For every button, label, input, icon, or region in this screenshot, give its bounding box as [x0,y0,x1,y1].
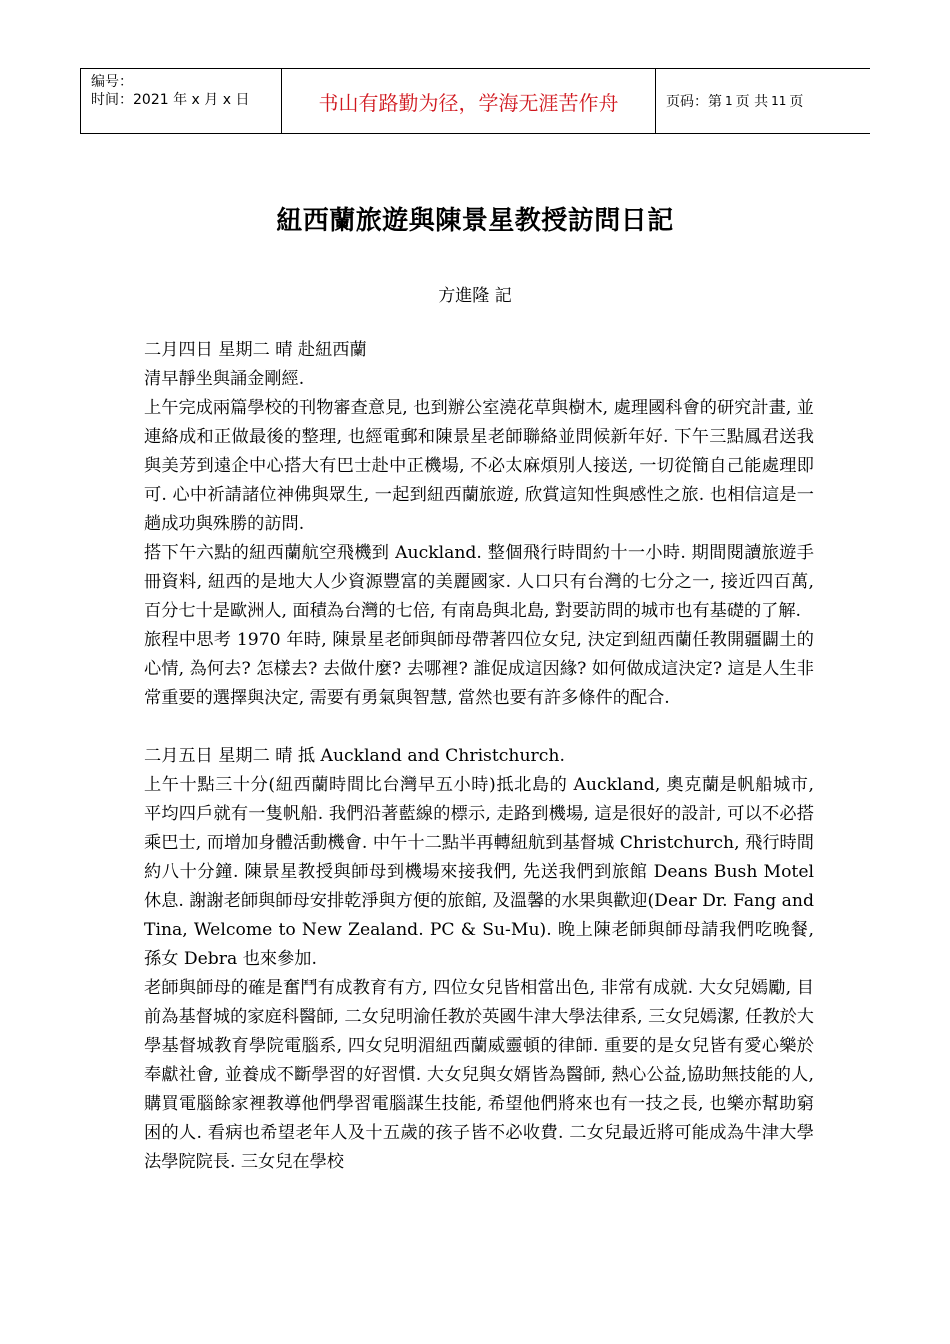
page-mid: 页 共 [735,94,769,110]
document-number-label: 编号： [91,74,133,90]
page-prefix: 页码：第 [666,94,722,110]
header-meta [81,69,282,133]
paragraph: 老師與師母的確是奮鬥有成教育有方, 四位女兒皆相當出色, 非常有成就. 大女兒嫣勵, 目前為基督城的家庭科醫師, 二女兒明渝任教於英國牛津大學法律系, 三女兒嫣潔, 任教於大學基督城教育學院電腦系, 四女兒明湄紐西蘭威靈頓的律師. 重要的是女兒皆有愛心樂於奉獻社會, 並養成不斷學習的好習慣. 大女兒與女婿皆為醫師, 熱心公益,協助無技能的人, 購買電腦餘家裡教導他們學習電腦謀生技能, 希望他們將來也有一技之長, 也樂亦幫助窮困的人. 看病也希望老年人及十五歲的孩子皆不必收費. 二女兒最近將可能成為牛津大學法學院院長. 三女兒在學校 [144,978,814,1172]
page-indicator [656,69,870,133]
header-motto: 书山有路勤为径，学海无涯苦作舟 [282,69,656,133]
paragraph-gap [144,713,814,742]
document-date: 时间：2021 年 x 月 x 日 [91,92,250,108]
page-total: 11 [771,94,787,108]
paragraph: 清早靜坐與誦金剛經. [144,369,305,389]
entry-heading: 二月四日 星期二 晴 赴紐西蘭 [144,340,367,360]
page-suffix: 页 [789,94,804,110]
diary-body [144,336,814,1177]
paragraph: 上午十點三十分(紐西蘭時間比台灣早五小時)抵北島的 Auckland, 奧克蘭是帆船城市, 平均四戶就有一隻帆船. 我們沿著藍線的標示, 走路到機場, 這是很好的設計, 可以不必搭乘巴士, 而增加身體活動機會. 中午十二點半再轉紐航到基督城 Christchurch, 飛行時間約八十分鐘. 陳景星教授與師母到機場來接我們, 先送我們到旅館 Deans Bush Motel 休息. 謝謝老師與師母安排乾淨與方便的旅館, 及溫馨的水果與歡迎(Dear Dr. Fang and Tina, Welcome to New Zealand. PC & Su-Mu). 晚上陳老師與師母請我們吃晚餐, 孫女 Debra 也來參加. [144,775,814,969]
page-header [80,68,870,134]
paragraph: 搭下午六點的紐西蘭航空飛機到 Auckland. 整個飛行時間約十一小時. 期間閱讀旅遊手冊資料, 紐西的是地大人少資源豐富的美麗國家. 人口只有台灣的七分之一, 接近四百萬, 百分七十是歐洲人, 面積為台灣的七倍, 有南島與北島, 對要訪問的城市也有基礎的了解. [144,543,814,621]
page-current: 1 [725,94,733,108]
paragraph: 上午完成兩篇學校的刊物審查意見, 也到辦公室澆花草與樹木, 處理國科會的研究計畫, 並連絡成和正做最後的整理, 也經電郵和陳景星老師聯絡並問候新年好. 下午三點鳳君送我與美芳到遠企中心搭大有巴士赴中正機場, 不必太麻煩別人接送, 一切從簡自己能處理即可. 心中祈請諸位神佛與眾生, 一起到紐西蘭旅遊, 欣賞這知性與感性之旅. 也相信這是一趟成功與殊勝的訪問. [144,398,814,534]
paragraph: 旅程中思考 1970 年時, 陳景星老師與師母帶著四位女兒, 決定到紐西蘭任教開疆闢土的心情, 為何去? 怎樣去? 去做什麼? 去哪裡? 誰促成這因緣? 如何做成這決定? 這是人生非常重要的選擇與決定, 需要有勇氣與智慧, 當然也要有許多條件的配合. [144,630,814,708]
document-title: 紐西蘭旅遊與陳景星教授訪問日記 [276,206,674,236]
entry-heading: 二月五日 星期二 晴 抵 Auckland and Christchurch. [144,746,565,766]
document-author: 方進隆 記 [438,286,512,306]
